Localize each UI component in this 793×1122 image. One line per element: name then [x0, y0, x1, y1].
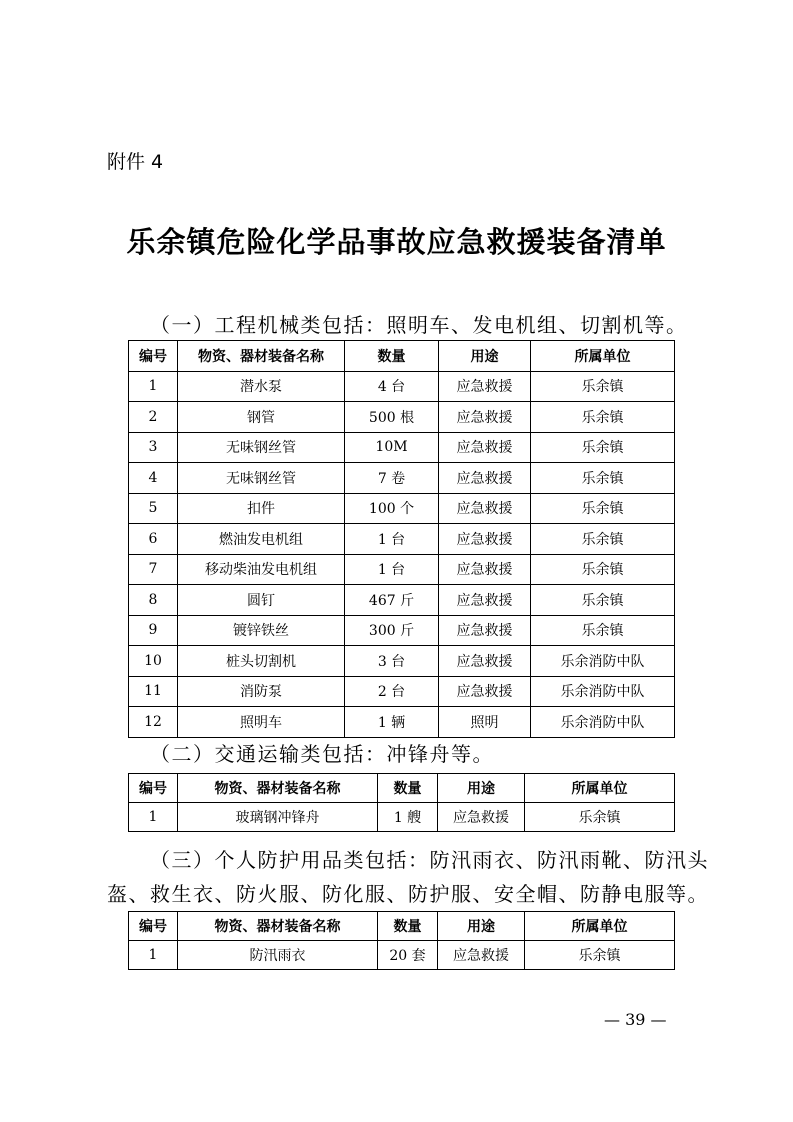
- cell-purpose: 应急救援: [439, 615, 531, 646]
- table-row: [129, 493, 675, 524]
- header-owner-unit: 所属单位: [525, 774, 675, 803]
- cell-purpose: 应急救援: [439, 676, 531, 707]
- attachment-label: 附件 4: [107, 151, 164, 173]
- cell-owner-unit: 乐余镇: [531, 402, 675, 433]
- table-protective-equipment: [128, 911, 675, 970]
- cell-owner-unit: 乐余镇: [525, 941, 675, 970]
- table-row: [129, 707, 675, 738]
- header-quantity: 数量: [378, 774, 438, 803]
- cell-quantity: 1 台: [345, 524, 439, 555]
- cell-number: 9: [129, 615, 178, 646]
- section2-heading: （二）交通运输类包括：冲锋舟等。: [150, 742, 494, 766]
- table-header-row: [129, 774, 675, 803]
- cell-owner-unit: 乐余镇: [531, 615, 675, 646]
- cell-owner-unit: 乐余镇: [531, 432, 675, 463]
- cell-owner-unit: 乐余镇: [531, 463, 675, 494]
- cell-item-name: 钢管: [178, 402, 345, 433]
- table-row: [129, 941, 675, 970]
- cell-quantity: 7 卷: [345, 463, 439, 494]
- table-body: [129, 803, 675, 832]
- cell-quantity: 500 根: [345, 402, 439, 433]
- cell-owner-unit: 乐余镇: [531, 554, 675, 585]
- cell-number: 1: [129, 803, 178, 832]
- cell-owner-unit: 乐余消防中队: [531, 646, 675, 677]
- cell-quantity: 4 台: [345, 371, 439, 402]
- table-row: [129, 463, 675, 494]
- cell-quantity: 1 台: [345, 554, 439, 585]
- header-owner-unit: 所属单位: [525, 912, 675, 941]
- header-quantity: 数量: [345, 341, 439, 372]
- cell-item-name: 玻璃钢冲锋舟: [178, 803, 378, 832]
- header-number: 编号: [129, 912, 178, 941]
- header-purpose: 用途: [439, 341, 531, 372]
- page-number: — 39 —: [604, 1010, 667, 1029]
- header-number: 编号: [129, 774, 178, 803]
- table-body: [129, 941, 675, 970]
- cell-purpose: 应急救援: [439, 493, 531, 524]
- cell-quantity: 20 套: [378, 941, 438, 970]
- cell-item-name: 镀锌铁丝: [178, 615, 345, 646]
- cell-owner-unit: 乐余消防中队: [531, 707, 675, 738]
- cell-purpose: 应急救援: [439, 646, 531, 677]
- header-item-name: 物资、器材装备名称: [178, 341, 345, 372]
- table-row: [129, 524, 675, 555]
- section3-heading-line2: 盔、救生衣、防火服、防化服、防护服、安全帽、防静电服等。: [107, 882, 709, 906]
- cell-number: 7: [129, 554, 178, 585]
- page-title: 乐余镇危险化学品事故应急救援装备清单: [126, 225, 667, 259]
- cell-owner-unit: 乐余镇: [531, 585, 675, 616]
- table-transport-equipment: [128, 773, 675, 832]
- cell-item-name: 消防泵: [178, 676, 345, 707]
- header-owner-unit: 所属单位: [531, 341, 675, 372]
- cell-purpose: 应急救援: [438, 803, 525, 832]
- cell-item-name: 无味钢丝管: [178, 432, 345, 463]
- cell-quantity: 2 台: [345, 676, 439, 707]
- cell-number: 2: [129, 402, 178, 433]
- cell-purpose: 应急救援: [439, 554, 531, 585]
- cell-owner-unit: 乐余消防中队: [531, 676, 675, 707]
- cell-item-name: 燃油发电机组: [178, 524, 345, 555]
- cell-purpose: 应急救援: [439, 463, 531, 494]
- table-row: [129, 432, 675, 463]
- cell-number: 10: [129, 646, 178, 677]
- table-row: [129, 615, 675, 646]
- cell-item-name: 无味钢丝管: [178, 463, 345, 494]
- table-row: [129, 646, 675, 677]
- cell-purpose: 应急救援: [439, 585, 531, 616]
- cell-purpose: 应急救援: [439, 371, 531, 402]
- cell-item-name: 圆钉: [178, 585, 345, 616]
- header-item-name: 物资、器材装备名称: [178, 774, 378, 803]
- header-purpose: 用途: [438, 774, 525, 803]
- table-row: [129, 402, 675, 433]
- cell-purpose: 应急救援: [439, 432, 531, 463]
- table-header-row: [129, 912, 675, 941]
- table-header-row: [129, 341, 675, 372]
- cell-item-name: 移动柴油发电机组: [178, 554, 345, 585]
- cell-number: 11: [129, 676, 178, 707]
- cell-number: 8: [129, 585, 178, 616]
- cell-owner-unit: 乐余镇: [531, 493, 675, 524]
- cell-number: 6: [129, 524, 178, 555]
- cell-quantity: 3 台: [345, 646, 439, 677]
- cell-item-name: 扣件: [178, 493, 345, 524]
- table-row: [129, 371, 675, 402]
- cell-quantity: 1 艘: [378, 803, 438, 832]
- cell-item-name: 防汛雨衣: [178, 941, 378, 970]
- cell-number: 1: [129, 371, 178, 402]
- cell-item-name: 潜水泵: [178, 371, 345, 402]
- cell-number: 4: [129, 463, 178, 494]
- cell-purpose: 应急救援: [439, 402, 531, 433]
- header-purpose: 用途: [438, 912, 525, 941]
- cell-owner-unit: 乐余镇: [531, 371, 675, 402]
- table-engineering-equipment: [128, 340, 675, 738]
- table-row: [129, 803, 675, 832]
- header-quantity: 数量: [378, 912, 438, 941]
- cell-item-name: 桩头切割机: [178, 646, 345, 677]
- section3-heading-line1: （三）个人防护用品类包括：防汛雨衣、防汛雨靴、防汛头: [150, 848, 709, 872]
- cell-owner-unit: 乐余镇: [531, 524, 675, 555]
- cell-number: 1: [129, 941, 178, 970]
- cell-quantity: 100 个: [345, 493, 439, 524]
- cell-purpose: 应急救援: [439, 524, 531, 555]
- cell-number: 3: [129, 432, 178, 463]
- table-body: [129, 371, 675, 737]
- section1-heading: （一）工程机械类包括：照明车、发电机组、切割机等。: [150, 313, 688, 337]
- cell-purpose: 应急救援: [438, 941, 525, 970]
- header-number: 编号: [129, 341, 178, 372]
- header-item-name: 物资、器材装备名称: [178, 912, 378, 941]
- table-row: [129, 554, 675, 585]
- table-row: [129, 585, 675, 616]
- table-row: [129, 676, 675, 707]
- cell-quantity: 467 斤: [345, 585, 439, 616]
- cell-owner-unit: 乐余镇: [525, 803, 675, 832]
- cell-quantity: 10M: [345, 432, 439, 463]
- cell-number: 5: [129, 493, 178, 524]
- cell-item-name: 照明车: [178, 707, 345, 738]
- cell-quantity: 300 斤: [345, 615, 439, 646]
- cell-purpose: 照明: [439, 707, 531, 738]
- cell-quantity: 1 辆: [345, 707, 439, 738]
- cell-number: 12: [129, 707, 178, 738]
